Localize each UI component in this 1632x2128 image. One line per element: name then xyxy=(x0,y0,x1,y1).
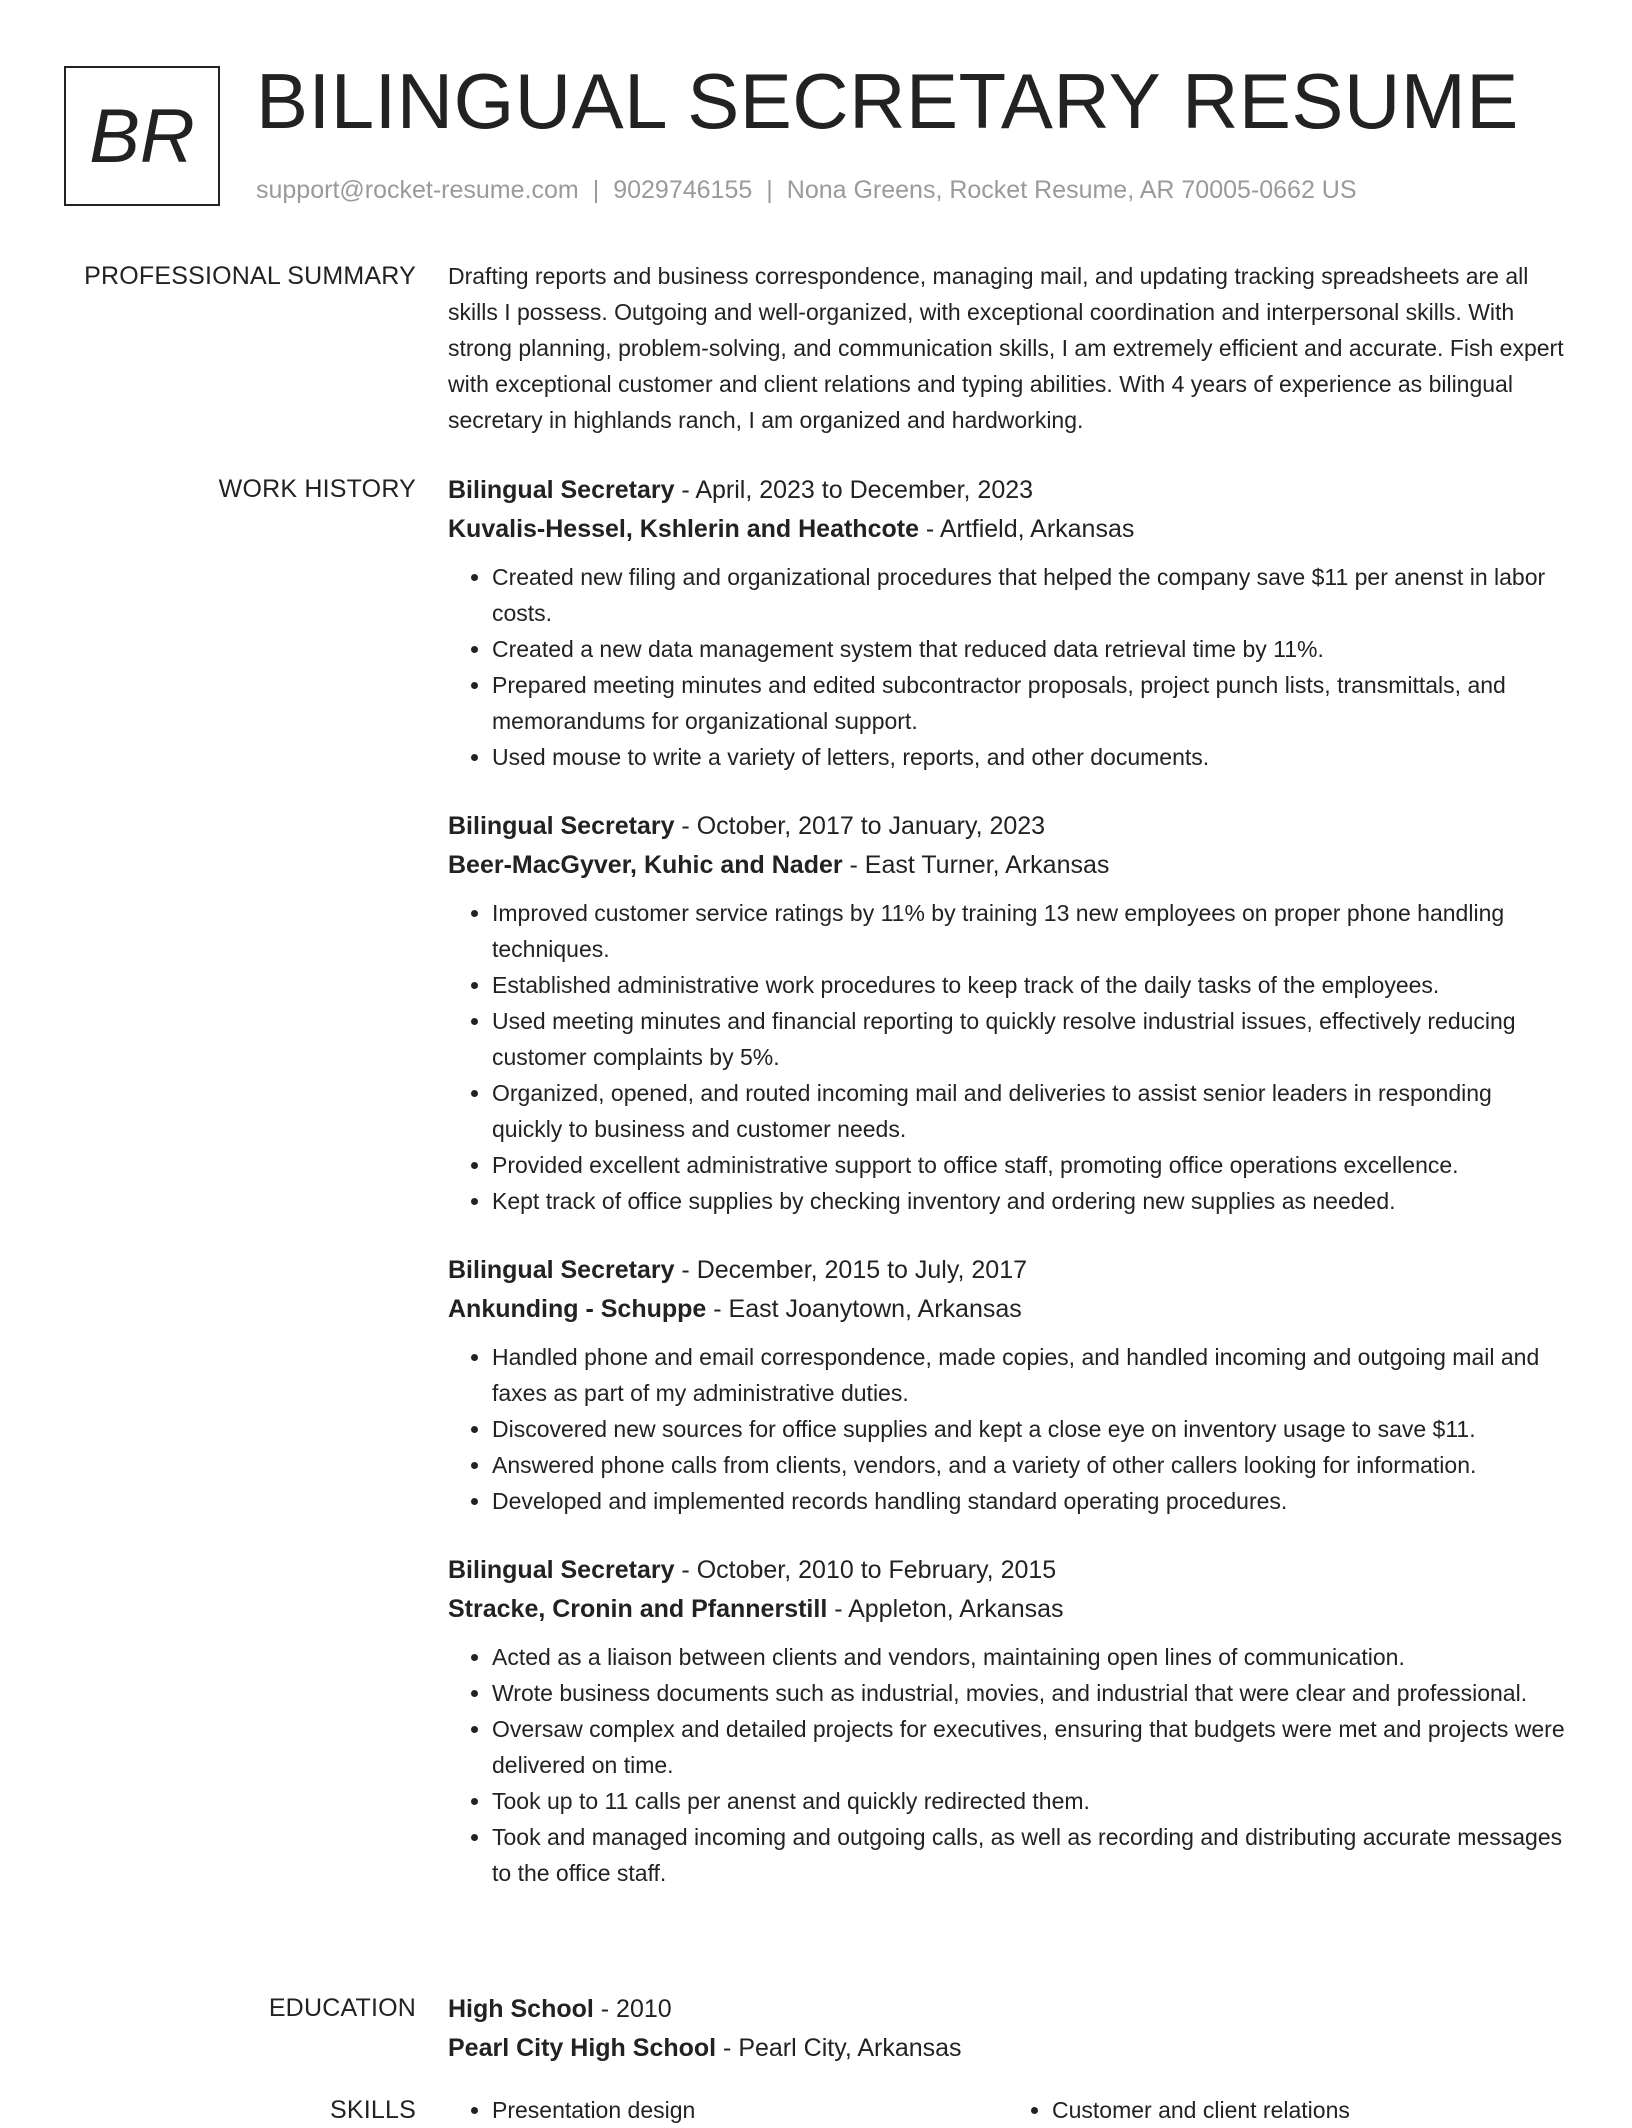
monogram xyxy=(64,66,220,206)
job-bullets xyxy=(448,1339,1568,1519)
job-bullet: • Used meeting minutes and financial reporting to quickly resolve industrial issues, effectively reducing customer complaints by 5%. xyxy=(492,1003,1568,1075)
page-title: BILINGUAL SECRETARY RESUME xyxy=(256,57,1519,145)
job-company: Ankunding - Schuppe xyxy=(448,1295,707,1323)
job-bullet: • Acted as a liaison between clients and vendors, maintaining open lines of communication. xyxy=(492,1639,1568,1675)
job-bullet: • Handled phone and email correspondence, made copies, and handled incoming and outgoing mail and faxes as part of my administrative duties. xyxy=(492,1339,1568,1411)
job-company: Kuvalis-Hessel, Kshlerin and Heathcote xyxy=(448,515,919,543)
job-bullets xyxy=(448,1639,1568,1891)
section-label-education: EDUCATION xyxy=(268,1994,416,2022)
job-location: - Appleton, Arkansas xyxy=(827,1595,1064,1623)
job-entry xyxy=(448,471,1568,775)
job-company-line xyxy=(448,1290,1568,1329)
job-company: Stracke, Cronin and Pfannerstill xyxy=(448,1595,828,1623)
job-title: Bilingual Secretary xyxy=(448,1256,675,1284)
job-company-line xyxy=(448,846,1568,885)
job-bullets xyxy=(448,559,1568,775)
contact-email: support@rocket-resume.com xyxy=(256,176,579,204)
contact-separator: | xyxy=(592,176,600,204)
job-title-line xyxy=(448,471,1568,510)
jobs-list xyxy=(448,471,1568,1923)
job-location: - Artfield, Arkansas xyxy=(918,515,1135,543)
education-location: - Pearl City, Arkansas xyxy=(716,2034,962,2062)
job-bullet: • Created a new data management system that reduced data retrieval time by 11%. xyxy=(492,631,1568,667)
contact-separator: | xyxy=(766,176,773,204)
section-label-work-history: WORK HISTORY xyxy=(218,475,416,503)
job-title-line xyxy=(448,1551,1568,1590)
job-title: Bilingual Secretary xyxy=(448,476,675,504)
section-label-skills: SKILLS xyxy=(330,2096,416,2124)
skills-grid xyxy=(448,2092,1568,2128)
job-title: Bilingual Secretary xyxy=(448,812,675,840)
job-bullet: • Took and managed incoming and outgoing calls, as well as recording and distributing accurate messages to the office staff. xyxy=(492,1819,1568,1891)
education-year: - 2010 xyxy=(593,1995,672,2023)
job-bullet: • Oversaw complex and detailed projects for executives, ensuring that budgets were met and projects were delivered on time. xyxy=(492,1711,1568,1783)
skill-item: • Presentation design xyxy=(492,2092,1008,2128)
job-title-line xyxy=(448,1251,1568,1290)
job-dates: - October, 2017 to January, 2023 xyxy=(674,812,1046,840)
job-bullet: • Established administrative work procedures to keep track of the daily tasks of the employees. xyxy=(492,967,1568,1003)
contact-address: Nona Greens, Rocket Resume, AR 70005-0662 US xyxy=(786,176,1357,204)
job-bullet: • Improved customer service ratings by 11% by training 13 new employees on proper phone handling techniques. xyxy=(492,895,1568,967)
job-dates: - October, 2010 to February, 2015 xyxy=(674,1556,1057,1584)
job-entry xyxy=(448,1551,1568,1891)
job-location: - East Turner, Arkansas xyxy=(842,851,1110,879)
job-bullet: • Used mouse to write a variety of letters, reports, and other documents. xyxy=(492,739,1568,775)
job-title: Bilingual Secretary xyxy=(448,1556,675,1584)
job-bullet: • Developed and implemented records handling standard operating procedures. xyxy=(492,1483,1568,1519)
job-entry xyxy=(448,807,1568,1219)
job-bullet: • Took up to 11 calls per anenst and quickly redirected them. xyxy=(492,1783,1568,1819)
job-bullet: • Answered phone calls from clients, vendors, and a variety of other callers looking for information. xyxy=(492,1447,1568,1483)
education-degree: High School xyxy=(448,1995,594,2023)
job-bullet: • Provided excellent administrative support to office staff, promoting office operations excellence. xyxy=(492,1147,1568,1183)
job-bullet: • Wrote business documents such as industrial, movies, and industrial that were clear and professional. xyxy=(492,1675,1568,1711)
contact-line xyxy=(256,176,1357,205)
job-company-line xyxy=(448,1590,1568,1629)
job-dates: - December, 2015 to July, 2017 xyxy=(674,1256,1027,1284)
skill-item: • Customer and client relations xyxy=(1052,2092,1568,2128)
section-label-summary: PROFESSIONAL SUMMARY xyxy=(84,262,416,290)
job-dates: - April, 2023 to December, 2023 xyxy=(674,476,1034,504)
skills-column xyxy=(1008,2092,1568,2128)
monogram-text: BR xyxy=(89,93,195,179)
job-bullets xyxy=(448,895,1568,1219)
job-bullet: • Discovered new sources for office supplies and kept a close eye on inventory usage to save $11. xyxy=(492,1411,1568,1447)
skills-column xyxy=(448,2092,1008,2128)
education-degree-line xyxy=(448,1990,1568,2029)
education-school: Pearl City High School xyxy=(448,2034,717,2062)
job-location: - East Joanytown, Arkansas xyxy=(706,1295,1022,1323)
contact-phone: 9029746155 xyxy=(613,176,753,204)
job-company: Beer-MacGyver, Kuhic and Nader xyxy=(448,851,843,879)
job-bullet: • Kept track of office supplies by checking inventory and ordering new supplies as needed. xyxy=(492,1183,1568,1219)
summary-text: Drafting reports and business correspondence, managing mail, and updating tracking spreadsheets are all skills I possess. Outgoing and well-organized, with exceptional coordination and interpersonal skills. With strong planning, problem-solving, and communication skills, I am extremely efficient and accurate. Fish expert with exceptional customer and client relations and typing abilities. With 4 years of experience as bilingual secretary in highlands ranch, I am organized and hardworking. xyxy=(448,263,1564,433)
job-bullet: • Created new filing and organizational procedures that helped the company save $11 per anenst in labor costs. xyxy=(492,559,1568,631)
education-school-line xyxy=(448,2029,1568,2068)
job-title-line xyxy=(448,807,1568,846)
job-bullet: • Prepared meeting minutes and edited subcontractor proposals, project punch lists, transmittals, and memorandums for organizational support. xyxy=(492,667,1568,739)
job-bullet: • Organized, opened, and routed incoming mail and deliveries to assist senior leaders in responding quickly to business and customer needs. xyxy=(492,1075,1568,1147)
job-entry xyxy=(448,1251,1568,1519)
job-company-line xyxy=(448,510,1568,549)
